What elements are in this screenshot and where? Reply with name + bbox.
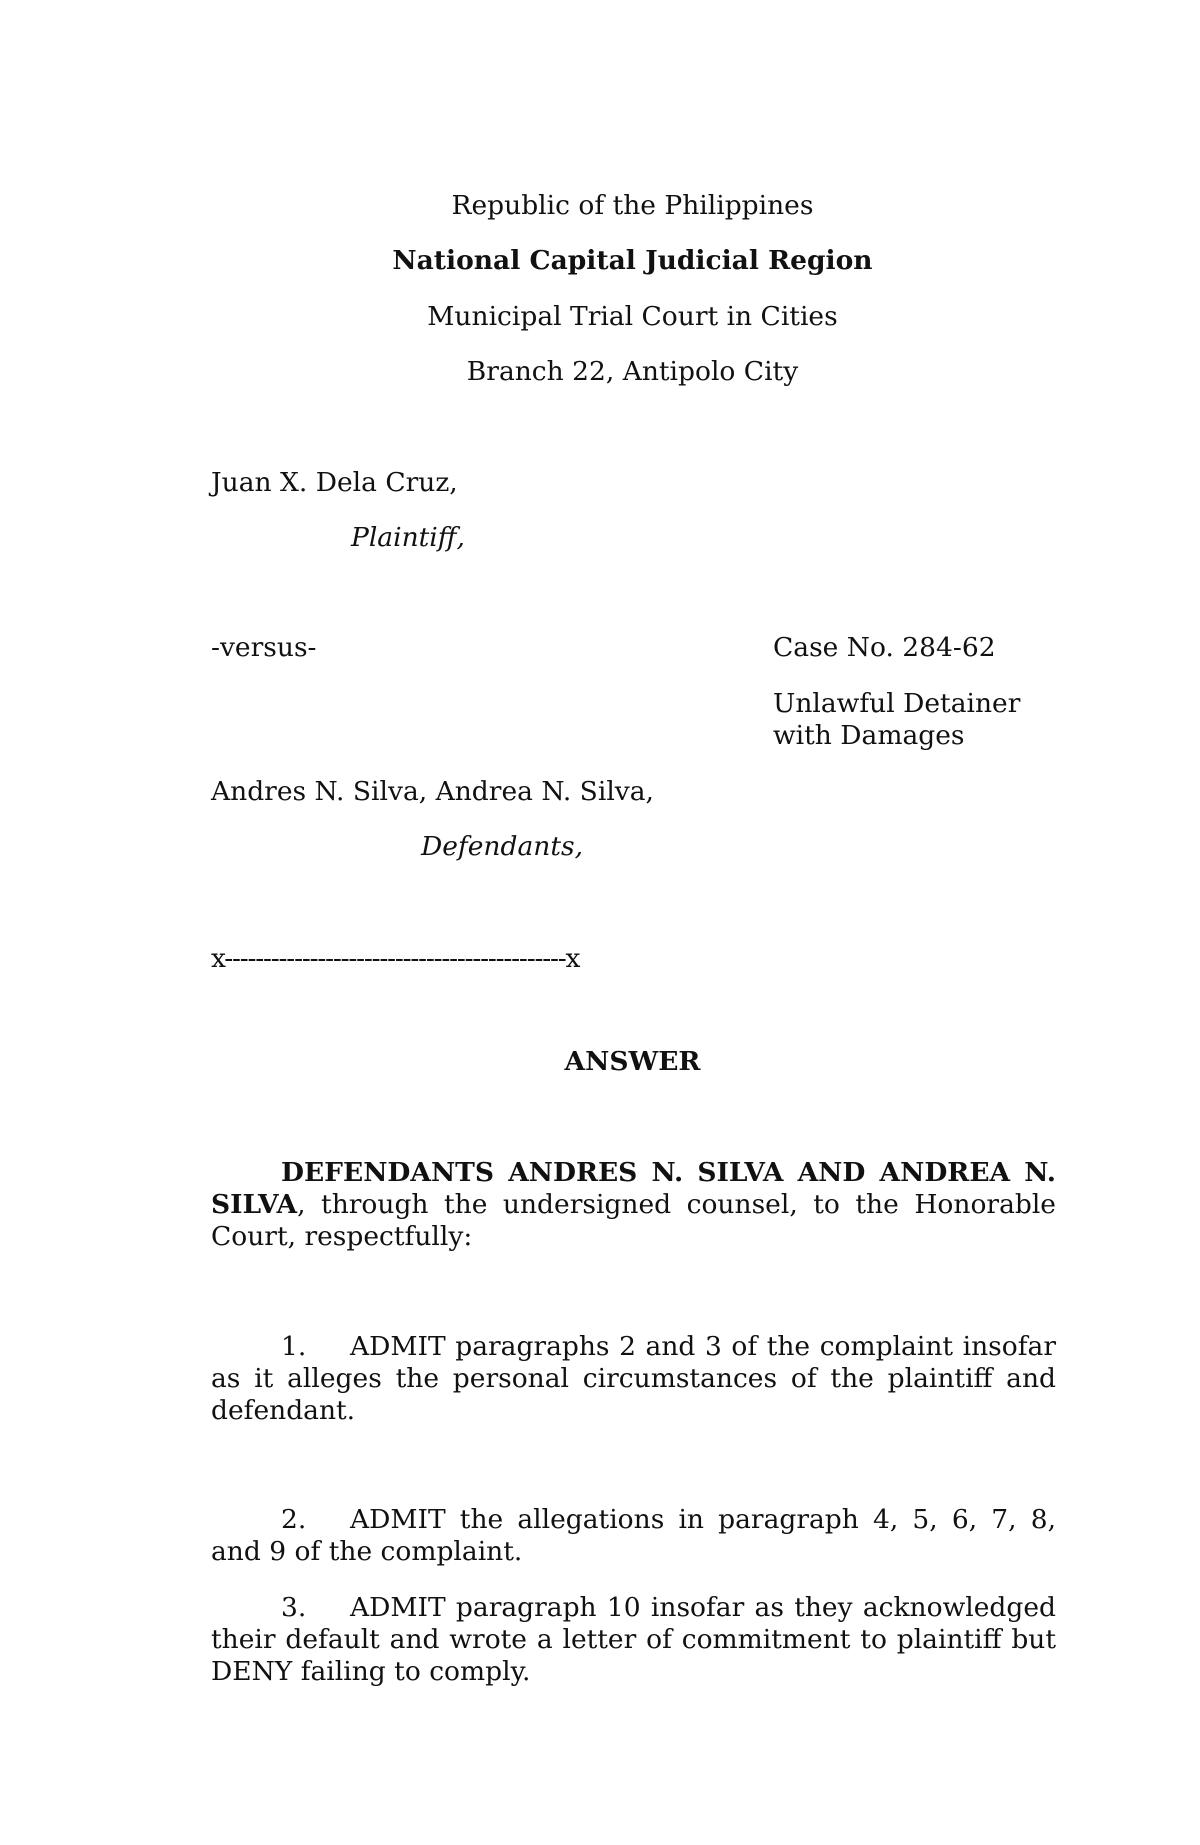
defendants-names: Andres N. Silva, Andrea N. Silva, — [211, 776, 654, 807]
paragraph-text: ADMIT paragraphs 2 and 3 of the complaint insofar as it alleges the personal circumstances of the plaintiff and defendant. — [211, 1331, 1056, 1426]
case-number: Case No. 284-62 — [773, 632, 996, 663]
paragraph-text: ADMIT paragraph 10 insofar as they acknowledged their default and wrote a letter of commitment to plaintiff but DENY failing to comply. — [211, 1592, 1056, 1687]
caption-separator: x--------------------------------------------x — [211, 943, 580, 974]
plaintiff-name: Juan X. Dela Cruz, — [211, 467, 458, 498]
numbered-paragraph-2 — [211, 1504, 1056, 1568]
header-republic: Republic of the Philippines — [451, 190, 814, 221]
header-branch: Branch 22, Antipolo City — [466, 356, 799, 387]
plaintiff-role: Plaintiff, — [351, 522, 465, 553]
paragraph-number: 3. — [281, 1592, 307, 1623]
intro-parties: DEFENDANTS ANDRES N. SILVA AND ANDREA N. SILVA — [211, 1157, 1056, 1220]
numbered-paragraph-1 — [211, 1331, 1056, 1427]
document-title: ANSWER — [564, 1046, 701, 1077]
intro-text: , through the undersigned counsel, to the Honorable Court, respectfully: — [211, 1189, 1056, 1252]
paragraph-number: 2. — [281, 1504, 307, 1535]
header-court: Municipal Trial Court in Cities — [427, 301, 838, 332]
case-type: Unlawful Detainer with Damages — [773, 688, 1021, 751]
paragraph-number: 1. — [281, 1331, 307, 1362]
header-region: National Capital Judicial Region — [392, 245, 873, 276]
defendants-role: Defendants, — [421, 831, 583, 862]
versus-label: -versus- — [211, 632, 317, 663]
numbered-paragraph-3 — [211, 1592, 1056, 1688]
intro-paragraph — [211, 1157, 1056, 1253]
paragraph-text: ADMIT the allegations in paragraph 4, 5, 6, 7, 8, and 9 of the complaint. — [211, 1504, 1056, 1567]
